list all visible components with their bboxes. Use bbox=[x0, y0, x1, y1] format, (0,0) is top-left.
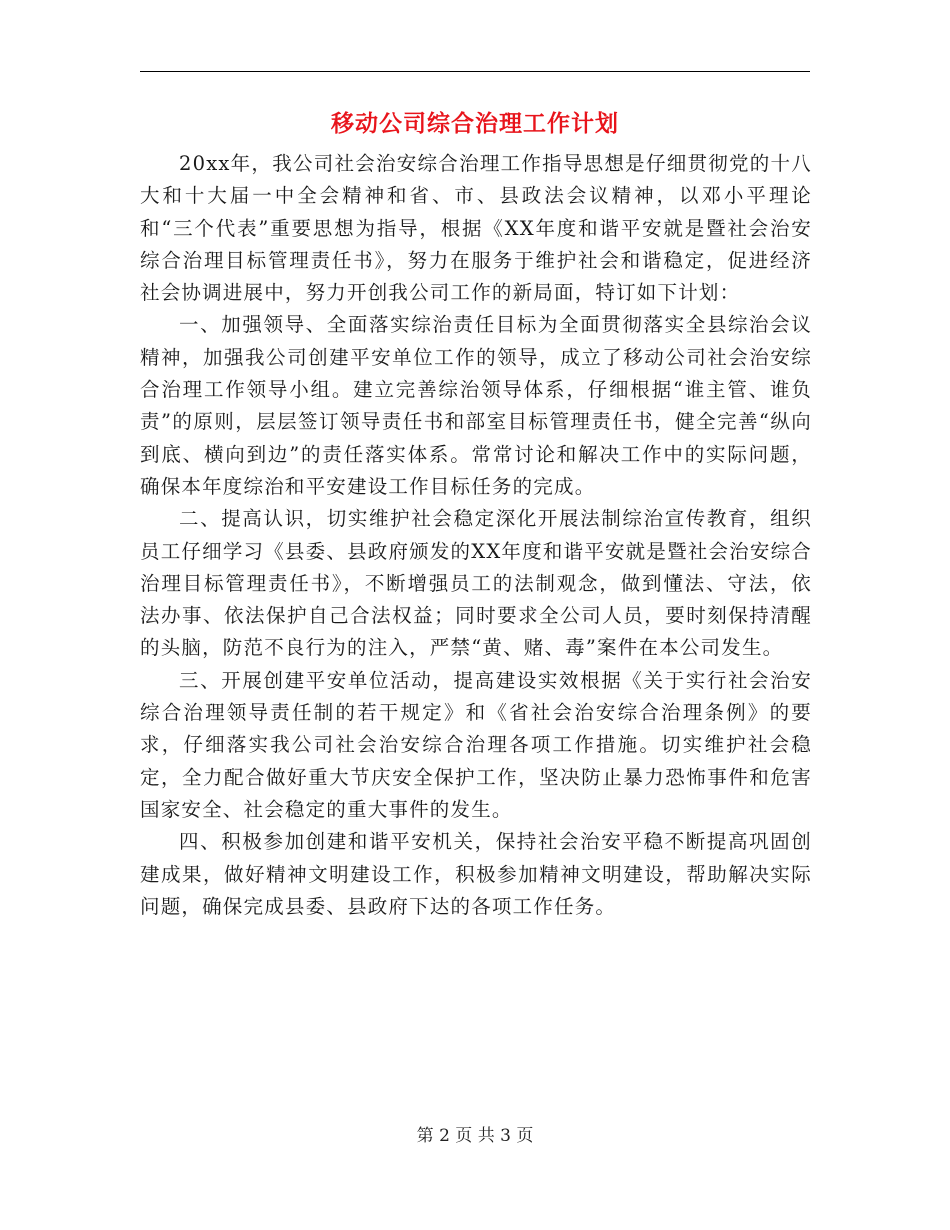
page-footer bbox=[0, 1124, 950, 1148]
header-rule bbox=[140, 71, 810, 72]
document-title: 移动公司综合治理工作计划 bbox=[331, 111, 619, 137]
paragraph-section-4: 四、积极参加创建和谐平安机关，保持社会治安平稳不断提高巩固创建成果，做好精神文明建设工作，积极参加精神文明建设，帮助解决实际问题，确保完成县委、县政府下达的各项工作任务。 bbox=[140, 830, 812, 918]
paragraph-section-2: 二、提高认识，切实维护社会稳定深化开展法制综治宣传教育，组织员工仔细学习《县委、县政府颁发的XX年度和谐平安就是暨社会治安综合治理目标管理责任书》，不断增强员工的法制观念，做到懂法、守法，依法办事、依法保护自己合法权益；同时要求全公司人员，要时刻保持清醒的头脑，防范不良行为的注入，严禁“黄、赌、毒”案件在本公司发生。 bbox=[140, 507, 812, 660]
document-body bbox=[140, 148, 812, 923]
paragraph-section-3: 三、开展创建平安单位活动，提高建设实效根据《关于实行社会治安综合治理领导责任制的若干规定》和《省社会治安综合治理条例》的要求，仔细落实我公司社会治安综合治理各项工作措施。切实维护社会稳定，全力配合做好重大节庆安全保护工作，坚决防止暴力恐怖事件和危害国家安全、社会稳定的重大事件的发生。 bbox=[140, 668, 812, 821]
page-number: 第 2 页 共 3 页 bbox=[416, 1126, 534, 1146]
paragraph-intro: 20xx年，我公司社会治安综合治理工作指导思想是仔细贯彻党的十八大和十大届一中全会精神和省、市、县政法会议精神，以邓小平理论和“三个代表”重要思想为指导，根据《XX年度和谐平安就是暨社会治安综合治理目标管理责任书》，努力在服务于维护社会和谐稳定，促进经济社会协调进展中，努力开创我公司工作的新局面，特订如下计划： bbox=[140, 152, 812, 305]
paragraph-section-1: 一、加强领导、全面落实综治责任目标为全面贯彻落实全县综治会议精神，加强我公司创建平安单位工作的领导，成立了移动公司社会治安综合治理工作领导小组。建立完善综治领导体系，仔细根据“谁主管、谁负责”的原则，层层签订领导责任书和部室目标管理责任书，健全完善“纵向到底、横向到边”的责任落实体系。常常讨论和解决工作中的实际问题，确保本年度综治和平安建设工作目标任务的完成。 bbox=[140, 313, 812, 498]
